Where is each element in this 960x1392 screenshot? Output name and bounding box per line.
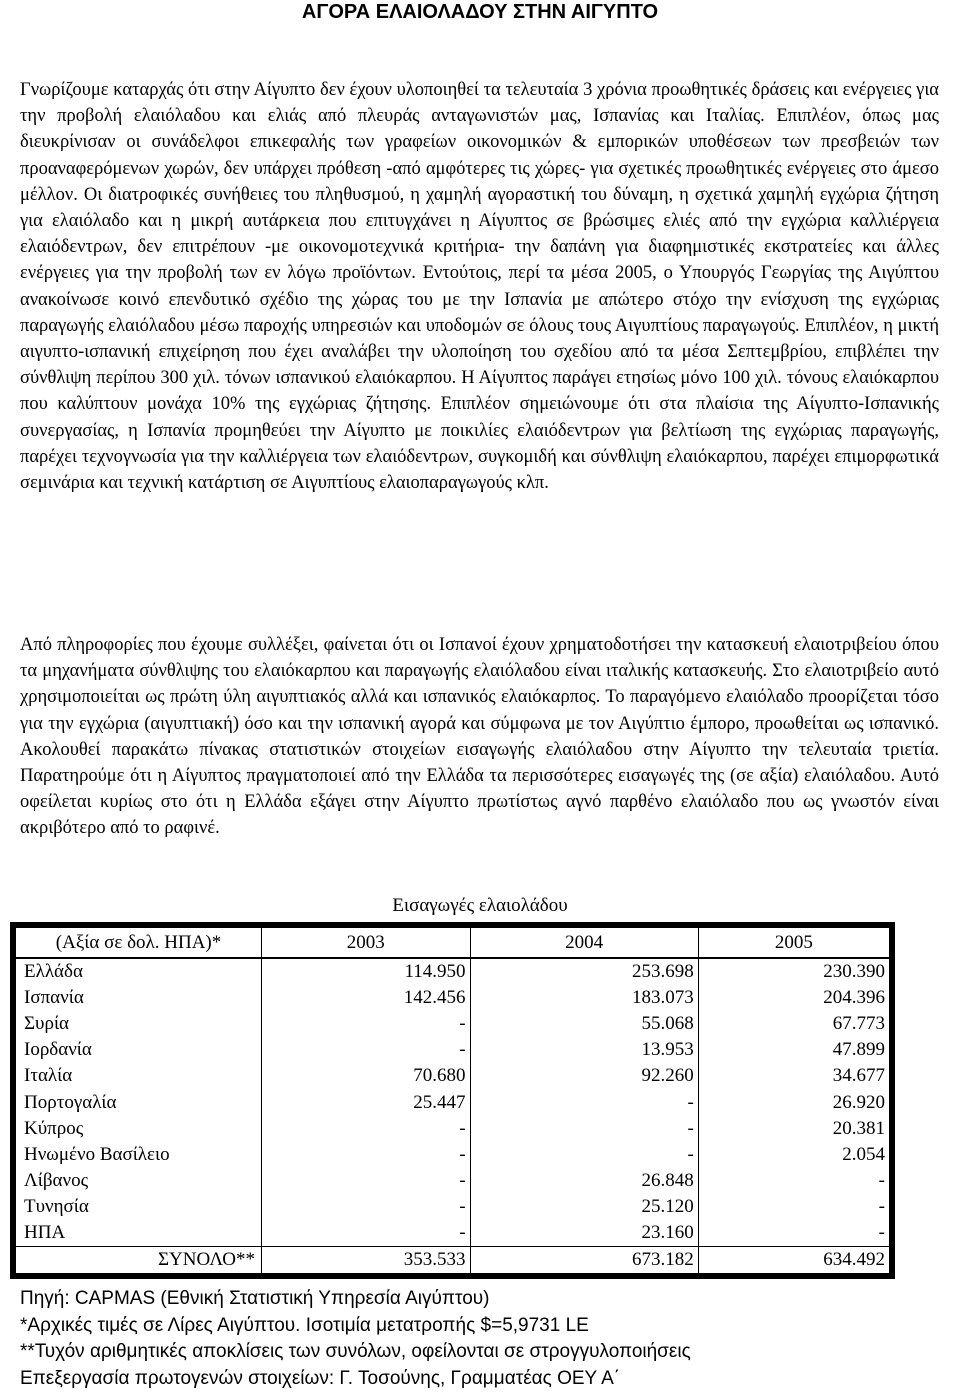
value-cell: 253.698: [470, 958, 698, 985]
table-header-row: [13, 925, 892, 958]
value-cell: 67.773: [698, 1011, 892, 1037]
document-title: ΑΓΟΡΑ ΕΛΑΙΟΛΑΔΟΥ ΣΤΗΝ ΑΙΓΥΠΤΟ: [301, 1, 659, 23]
table-row: [13, 958, 892, 985]
value-cell: 47.899: [698, 1037, 892, 1063]
value-cell: 34.677: [698, 1063, 892, 1089]
total-value-cell: 673.182: [470, 1247, 698, 1277]
value-cell: 26.920: [698, 1089, 892, 1115]
value-cell: 183.073: [470, 985, 698, 1011]
value-cell: 20.381: [698, 1116, 892, 1142]
paragraph-2: Από πληροφορίες που έχουμε συλλέξει, φαίνεται ότι οι Ισπανοί έχουν χρηματοδοτήσει την κατασκευή ελαιοτριβείου όπου τα μηχανήματα σύνθλιψης του ελαιόκαρπου και παραγωγής ελαιόλαδου είναι ιταλικής κατασκευής. Στο ελαιοτριβείο αυτό χρησιμοποιείται ως πρώτη ύλη αιγυπτιακός αλλά και ισπανικός ελαιόκαρπος. Το παραγόμενο ελαιόλαδο προορίζεται τόσο για την εγχώρια (αιγυπτιακή) όσο και την ισπανική αγορά και σύμφωνα με τον Αιγύπτιο έμπορο, προωθείται ως ισπανικό. Ακολουθεί παρακάτω πίνακας στατιστικών στοιχείων εισαγωγής ελαιόλαδου στην Αίγυπτο την τελευταία τριετία. Παρατηρούμε ότι η Αίγυπτος πραγματοποιεί από την Ελλάδα τα περισσότερες εισαγωγές της (σε αξία) ελαιόλαδου. Αυτό οφείλεται κυρίως στο ότι η Ελλάδα εξάγει στην Αίγυπτο πρωτίστως αγνό παρθένο ελαιόλαδο που ως γνωστόν είναι ακριβότερο από το ραφινέ.: [20, 635, 939, 839]
value-cell: -: [262, 1220, 470, 1247]
value-cell: -: [262, 1011, 470, 1037]
value-cell: 142.456: [262, 985, 470, 1011]
value-cell: -: [698, 1194, 892, 1220]
table-row: [13, 1194, 892, 1220]
total-label-cell: ΣΥΝΟΛΟ**: [13, 1247, 262, 1277]
value-cell: 25.120: [470, 1194, 698, 1220]
table-row: [13, 1063, 892, 1089]
source-note: Πηγή: CAPMAS (Εθνική Στατιστική Υπηρεσία Αιγύπτου): [20, 1288, 490, 1309]
value-cell: -: [470, 1142, 698, 1168]
value-cell: 25.447: [262, 1089, 470, 1115]
value-cell: -: [262, 1168, 470, 1194]
table-row: [13, 1220, 892, 1247]
paragraph-1: Γνωρίζουμε καταρχάς ότι στην Αίγυπτο δεν έχουν υλοποιηθεί τα τελευταία 3 χρόνια προωθητικές δράσεις και ενέργειες για την προβολή ελαιόλαδου και ελιάς από πλευράς ανταγωνιστών μας, Ισπανίας και Ιταλίας. Επιπλέον, όπως μας διευκρίνισαν οι συνάδελφοι επικεφαλής των γραφείων οικονομικών & εμπορικών υποθέσεων των πρεσβειών των προαναφερόμενων χωρών, δεν υπάρχει πρόθεση -από αμφότερες τις χώρες- για σχετικές προωθητικές ενέργειες στο άμεσο μέλλον. Οι διατροφικές συνήθειες του πληθυσμού, η χαμηλή αγοραστική του δύναμη, η σχετικά χαμηλή εγχώρια ζήτηση για ελαιόλαδο και η μικρή αυτάρκεια που επιτυγχάνει η Αίγυπτος σε βρώσιμες ελιές από την εγχώρια καλλιέργεια ελαιόδεντρων, δεν επιτρέπουν -με οικονομοτεχνικά κριτήρια- την δαπάνη για διαφημιστικές εκστρατείες και άλλες ενέργειες για την προβολή των εν λόγω προϊόντων. Εντούτοις, περί τα μέσα 2005, ο Υπουργός Γεωργίας της Αιγύπτου ανακοίνωσε κοινό επενδυτικό σχέδιο της χώρας του με την Ισπανία με απώτερο στόχο την ενίσχυση της εγχώριας παραγωγής ελαιόλαδου μέσω παροχής υπηρεσιών και υποδομών σε όλους τους Αιγυπτίους παραγωγούς. Επιπλέον, η μικτή αιγυπτο-ισπανική επιχείρηση που έχει αναλάβει την υλοποίηση του σχεδίου από τα μέσα Σεπτεμβρίου, επιβλέπει την σύνθλιψη περίπου 300 χιλ. τόνων ισπανικού ελαιόκαρπου. Η Αίγυπτος παράγει ετησίως μόνο 100 χιλ. τόνους ελαιόκαρπου που καλύπτουν μονάχα 10% της εγχώριας ζήτησης. Επιπλέον σημειώνουμε ότι στα πλαίσια της Αίγυπτο-Ισπανικής συνεργασίας, η Ισπανία προμηθεύει την Αίγυπτο με ποικιλίες ελαιόδεντρων για βελτίωση της εγχώριας παραγωγής, παρέχει τεχνογνωσία για την καλλιέργεια των ελαιόδεντρων, συγκομιδή και σύνθλιψη ελαιόκαρπου, παρέχει επιμορφωτικά σεμινάρια και τεχνική κατάρτιση σε Αιγυπτίους ελαιοπαραγωγούς κλπ.: [20, 80, 939, 494]
value-cell: 204.396: [698, 985, 892, 1011]
total-row: [13, 1247, 892, 1277]
total-value-cell: 353.533: [262, 1247, 470, 1277]
table-row: [13, 1168, 892, 1194]
value-cell: -: [262, 1037, 470, 1063]
value-cell: -: [470, 1089, 698, 1115]
value-cell: 23.160: [470, 1220, 698, 1247]
country-cell: Ηνωμένο Βασίλειο: [24, 1143, 170, 1165]
country-cell: Ιταλία: [24, 1065, 73, 1087]
country-cell: Ιορδανία: [24, 1039, 92, 1061]
table-title: Εισαγωγές ελαιολάδου: [392, 895, 568, 916]
value-cell: -: [698, 1220, 892, 1247]
country-cell: Συρία: [24, 1013, 70, 1035]
value-cell: -: [262, 1194, 470, 1220]
value-cell: -: [470, 1116, 698, 1142]
table-row: [13, 1116, 892, 1142]
country-cell: ΗΠΑ: [24, 1221, 66, 1243]
value-cell: 230.390: [698, 958, 892, 985]
country-cell: Ελλάδα: [24, 961, 83, 983]
value-cell: -: [262, 1142, 470, 1168]
value-cell: -: [698, 1168, 892, 1194]
table-row: [13, 1089, 892, 1115]
country-cell: Τυνησία: [24, 1195, 89, 1217]
footnote-rounding: **Τυχόν αριθμητικές αποκλίσεις των συνόλων, οφείλονται σε στρογγυλοποιήσεις: [20, 1341, 691, 1362]
header-cell: 2004: [470, 925, 698, 958]
country-cell: Ισπανία: [24, 987, 84, 1009]
value-cell: 92.260: [470, 1063, 698, 1089]
country-cell: Κύπρος: [24, 1117, 84, 1139]
imports-table: [10, 922, 895, 1279]
table-row: [13, 1037, 892, 1063]
table-notes: [20, 1286, 940, 1392]
total-value-cell: 634.492: [698, 1247, 892, 1277]
value-cell: -: [262, 1116, 470, 1142]
processing-note: Επεξεργασία πρωτογενών στοιχείων: Γ. Τοσούνης, Γραμματέας ΟΕΥ Α΄: [20, 1367, 621, 1389]
header-cell: 2003: [262, 925, 470, 958]
country-cell: Λίβανος: [24, 1169, 89, 1191]
value-cell: 2.054: [698, 1142, 892, 1168]
value-cell: 55.068: [470, 1011, 698, 1037]
country-cell: Πορτογαλία: [24, 1091, 117, 1113]
table-body: [13, 958, 892, 1276]
header-cell: (Αξία σε δολ. ΗΠΑ)*: [13, 925, 262, 958]
table-row: [13, 985, 892, 1011]
table-row: [13, 1142, 892, 1168]
value-cell: 70.680: [262, 1063, 470, 1089]
header-cell: 2005: [698, 925, 892, 958]
value-cell: 13.953: [470, 1037, 698, 1063]
table-row: [13, 1011, 892, 1037]
value-cell: 114.950: [262, 958, 470, 985]
value-cell: 26.848: [470, 1168, 698, 1194]
footnote-currency: *Αρχικές τιμές σε Λίρες Αιγύπτου. Ισοτιμία μετατροπής $=5,9731 LE: [20, 1314, 589, 1336]
